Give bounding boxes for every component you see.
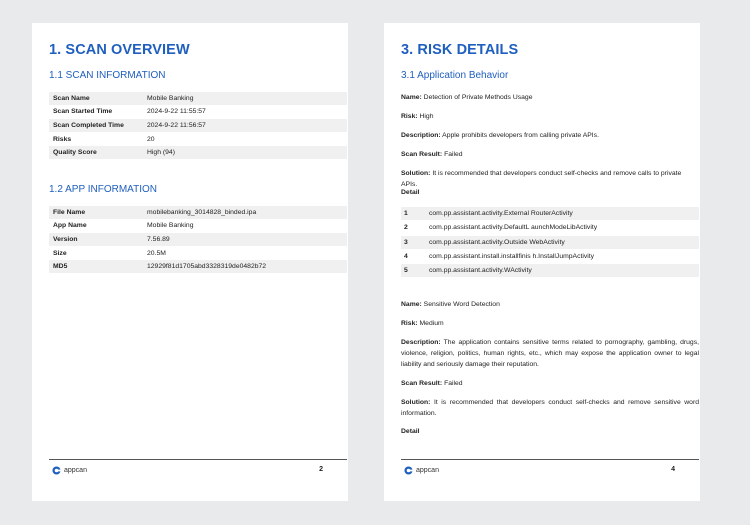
table-row [49,206,347,219]
detail-value: com.pp.assistant.activity.External RouterActivity [424,207,699,220]
table-row [401,264,699,277]
risk2-description-value: The application contains sensitive terms related to pornography, gambling, drugs, violence, religion, politics, human rights, etc., which may expose the application owner to legal liability and seriously damage their reputation. [401,339,700,369]
detail-value: com.pp.assistant.activity.WActivity [424,264,699,277]
risk1-name-value: Detection of Private Methods Usage [423,94,533,101]
appcan-logo-icon [404,466,413,475]
risk1-scan-result-value: Failed [444,151,463,158]
name-label: Name: [401,94,422,101]
risk2-level-value: Medium [419,320,444,327]
detail-value: com.pp.assistant.activity.Outside WebActivity [424,236,699,249]
row-value: 20 [147,135,155,143]
detail-value: com.pp.assistant.activity.DefaultL aunchModeLibActivity [429,224,598,232]
row-value: 2024-9-22 11:56:57 [143,119,347,132]
appcan-logo-icon [52,466,61,475]
table-row [49,260,347,273]
row-label: File Name [49,206,143,219]
risk2-scan-result [401,378,699,389]
row-label: App Name [53,222,87,230]
app-information-heading: 1.2 APP INFORMATION [49,184,157,195]
table-row [401,207,699,220]
row-value: Mobile Banking [147,222,194,230]
risk2-level [401,318,699,329]
scan-result-label: Scan Result: [401,380,443,387]
page-number: 4 [671,466,675,473]
table-row [401,250,699,263]
name-label: Name: [401,301,422,308]
row-label: MD5 [49,260,143,273]
risk1-solution-value: It is recommended that developers conduct self-checks and remove calls to private APIs. [401,170,682,189]
footer-logo [404,466,439,475]
page-title: 1. SCAN OVERVIEW [49,42,190,58]
description-label: Description: [401,132,441,139]
detail-number: 2 [404,224,408,232]
table-row [49,119,347,132]
risk2-description [401,337,699,371]
row-value: 12929f81d1705abd3328319de0482b72 [143,260,347,273]
risk1-level [401,111,699,122]
risk1-description-value: Apple prohibits developers from calling private APIs. [442,132,599,139]
risk1-level-value: High [419,113,434,120]
risk2-solution-value: It is recommended that developers conduct self-checks and remove sensitive word information. [401,399,699,418]
table-row [49,220,347,233]
footer-logo [52,466,87,475]
table-row [49,133,347,146]
row-label: Version [49,233,143,246]
risk2-detail-heading [401,426,699,437]
row-value: 2024-9-22 11:55:57 [147,108,206,116]
row-label: Risks [53,135,72,143]
risk2-name [401,299,699,310]
table-row [49,247,347,260]
row-value: High (94) [143,146,347,159]
table-row [49,233,347,246]
page-4 [384,23,700,501]
solution-label: Solution: [401,170,431,177]
detail-value: com.pp.assistant.install.installfinis h.InstallJumpActivity [429,253,595,261]
risk-label: Risk: [401,320,418,327]
risk1-name [401,92,699,103]
page-number: 2 [319,466,323,473]
detail-table [401,206,699,278]
detail-label: Detail [401,189,420,196]
risk2-scan-result-value: Failed [444,380,463,387]
table-row [401,236,699,249]
footer-divider [401,459,699,460]
application-behavior-heading: 3.1 Application Behavior [401,70,509,81]
scan-result-label: Scan Result: [401,151,443,158]
row-label: Scan Started Time [53,108,113,116]
page-2 [32,23,348,501]
table-row [401,221,699,234]
detail-number: 3 [401,236,424,249]
risk2-solution [401,397,699,419]
detail-number: 5 [401,264,424,277]
row-label: Size [53,249,67,257]
scan-information-heading: 1.1 SCAN INFORMATION [49,70,166,81]
footer-divider [49,459,347,460]
row-value: mobilebanking_3014828_binded.ipa [143,206,347,219]
logo-text: appcan [64,467,87,474]
detail-number: 4 [404,253,408,261]
description-label: Description: [401,339,441,346]
risk-label: Risk: [401,113,418,120]
row-label: Scan Completed Time [49,119,143,132]
table-row [49,92,347,105]
table-row [49,106,347,119]
row-value: Mobile Banking [143,92,347,105]
risk1-scan-result [401,149,699,160]
risk2-name-value: Sensitive Word Detection [423,301,500,308]
page-title: 3. RISK DETAILS [401,42,519,58]
risk1-detail-heading [401,187,699,198]
solution-label: Solution: [401,399,431,406]
risk1-description [401,130,699,141]
scan-information-table [49,91,347,160]
detail-label: Detail [401,428,420,435]
row-label: Quality Score [49,146,143,159]
logo-text: appcan [416,467,439,474]
row-value: 20.5M [147,249,166,257]
table-row [49,146,347,159]
app-information-table [49,205,347,274]
row-value: 7.56.89 [143,233,347,246]
detail-number: 1 [401,207,424,220]
row-label: Scan Name [49,92,143,105]
